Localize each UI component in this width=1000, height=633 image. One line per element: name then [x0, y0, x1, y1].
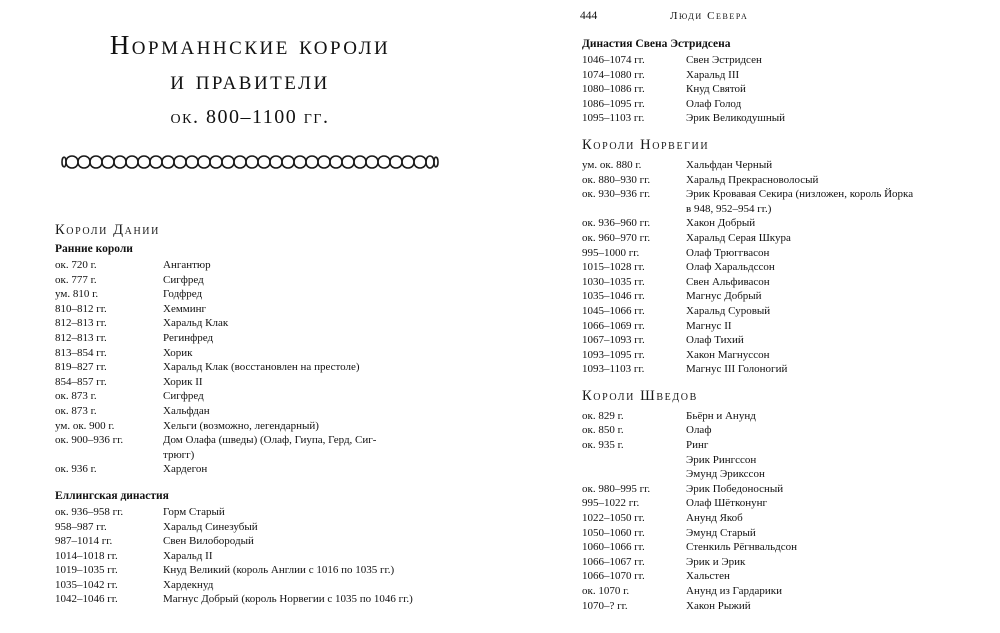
entry-date: 1046–1074 гг.	[582, 54, 645, 66]
entry-date: ок. 777 г.	[55, 273, 97, 286]
entry-list	[582, 158, 972, 377]
list-item	[55, 287, 455, 302]
entry-name: трюгг)	[163, 448, 195, 461]
section-spacer	[582, 126, 972, 137]
entry-date: ок. 930–936 гг.	[582, 188, 651, 201]
entry-list	[55, 505, 455, 607]
entry-name: Кнуд Святой	[686, 83, 746, 96]
entry-name: Магнус III Голоногий	[686, 363, 788, 376]
entry-date: 1066–1067 гг.	[582, 555, 645, 568]
entry-date: 1019–1035 гг.	[55, 564, 118, 577]
list-item	[582, 540, 972, 555]
entry-name: Эрик и Эрик	[686, 555, 746, 568]
entry-name: Харальд Серая Шкура	[686, 231, 791, 244]
entry-name: Сигфред	[163, 390, 204, 403]
page-title-line-2: и правители	[170, 65, 330, 95]
list-item	[582, 231, 972, 246]
section-heading: Короли Норвегии	[582, 136, 710, 153]
list-item	[55, 505, 455, 520]
entry-name: Магнус II	[686, 319, 732, 332]
list-item	[582, 467, 972, 482]
list-item	[582, 496, 972, 511]
list-item	[582, 453, 972, 468]
list-item	[55, 419, 455, 434]
entry-name: Хельги (возможно, легендарный)	[163, 419, 319, 432]
entry-name: Хемминг	[163, 302, 207, 315]
entry-name: Харальд Прекрасноволосый	[686, 173, 819, 186]
entry-name: Хакон Добрый	[686, 217, 756, 230]
entry-date: 1060–1066 гг.	[582, 541, 645, 554]
entry-name: Эрик Кровавая Секира (низложен, король Йорка	[686, 188, 914, 201]
book-title: Люди Севера	[670, 10, 749, 22]
entry-date: ок. 873 г.	[55, 404, 97, 417]
list-item	[582, 348, 972, 363]
list-item	[582, 260, 972, 275]
section-spacer	[55, 477, 455, 488]
list-item	[55, 520, 455, 535]
list-item	[55, 389, 455, 404]
entry-date: 1086–1095 гг.	[582, 97, 645, 110]
list-item	[55, 433, 455, 448]
list-item	[582, 68, 972, 83]
entry-date: 1080–1086 гг.	[582, 83, 645, 96]
list-item	[582, 526, 972, 541]
entry-date: 1035–1046 гг.	[582, 290, 645, 303]
entry-name: Ангантюр	[163, 259, 211, 271]
entry-date: ок. 900–936 гг.	[55, 434, 124, 447]
entry-date: 987–1014 гг.	[55, 535, 113, 548]
entry-date: ум. 810 г.	[55, 288, 99, 301]
entry-name: Хальфдан	[163, 404, 210, 417]
entry-date: ок. 829 г.	[582, 409, 624, 422]
list-item	[582, 216, 972, 231]
list-item	[582, 82, 972, 97]
entry-name: Хорик II	[163, 375, 203, 388]
list-item	[582, 289, 972, 304]
list-item	[582, 438, 972, 453]
entry-name: Годфред	[163, 288, 203, 301]
list-item	[55, 360, 455, 375]
entry-date: 1074–1080 гг.	[582, 68, 645, 81]
entry-name: Свен Эстридсен	[686, 54, 762, 66]
entry-name: Анунд Якоб	[686, 512, 743, 525]
entry-name: Харальд Клак	[163, 317, 229, 330]
entry-name: Хакон Рыжий	[686, 599, 751, 612]
entry-name: Хальфдан Черный	[686, 158, 773, 171]
entry-date: 995–1000 гг.	[582, 246, 640, 259]
entry-name: Магнус Добрый	[686, 290, 762, 303]
page-number: 444	[580, 10, 598, 22]
section-kings-of-swedes	[582, 388, 972, 613]
entry-date: 854–857 гг.	[55, 375, 107, 388]
celtic-knot-ornament	[60, 151, 440, 173]
list-item	[55, 316, 455, 331]
list-item	[582, 319, 972, 334]
section-jelling-dynasty	[55, 490, 455, 607]
entry-date: 1070–? гг.	[582, 599, 628, 612]
entry-date: 1067–1093 гг.	[582, 334, 645, 347]
entry-date: ок. 960–970 гг.	[582, 231, 651, 244]
entry-date: 1066–1070 гг.	[582, 570, 645, 583]
entry-date: 1015–1028 гг.	[582, 261, 645, 274]
entry-date: 1045–1066 гг.	[582, 304, 645, 317]
entry-date: 1014–1018 гг.	[55, 549, 118, 562]
entry-name: Харальд Синезубый	[163, 520, 258, 533]
entry-date: 1066–1069 гг.	[582, 319, 645, 332]
list-item	[55, 331, 455, 346]
entry-name: Олаф Шётконунг	[686, 497, 768, 510]
section-heading: Короли Дании	[55, 222, 160, 238]
page-title	[60, 30, 440, 129]
entry-date: ок. 880–930 гг.	[582, 173, 651, 186]
entry-date: ок. 720 г.	[55, 259, 97, 271]
right-page	[500, 0, 1000, 633]
section-sweyn-estridsen-dynasty	[582, 38, 972, 126]
entry-date: 813–854 гг.	[55, 346, 107, 359]
entry-date: ум. ок. 900 г.	[55, 419, 115, 432]
entry-name: Ринг	[686, 439, 709, 452]
entry-name: Кнуд Великий (король Англии с 1016 по 1035 гг.)	[163, 564, 395, 577]
entry-name: Хальстен	[686, 570, 730, 583]
list-item-continuation	[582, 202, 972, 217]
entry-name: Эрик Рингссон	[686, 453, 757, 466]
entry-date: 812–813 гг.	[55, 317, 107, 330]
entry-date: 1035–1042 гг.	[55, 578, 118, 591]
list-item	[55, 592, 455, 607]
entry-date: 1093–1103 гг.	[582, 363, 645, 376]
entry-date: ок. 936–958 гг.	[55, 505, 124, 518]
entry-name: Хардегон	[163, 463, 208, 476]
list-item	[582, 409, 972, 424]
list-item	[55, 302, 455, 317]
list-item	[55, 462, 455, 477]
entry-name: Магнус Добрый (король Норвегии с 1035 по 1046 гг.)	[163, 593, 413, 606]
list-item	[582, 111, 972, 126]
entry-date: ок. 935 г.	[582, 439, 624, 452]
list-item	[582, 423, 972, 438]
list-item	[55, 273, 455, 288]
list-item	[55, 346, 455, 361]
entry-date: 812–813 гг.	[55, 331, 107, 344]
entry-name: Олаф Голод	[686, 97, 742, 110]
list-item	[582, 187, 972, 202]
left-page-content	[55, 222, 455, 607]
entry-date: 1050–1060 гг.	[582, 526, 645, 539]
entry-date: 819–827 гг.	[55, 361, 107, 374]
entry-name: Бьёрн и Анунд	[686, 409, 756, 422]
entry-name: Хорик	[163, 346, 193, 359]
list-item	[55, 404, 455, 419]
entry-list	[582, 409, 972, 613]
entry-name: Регинфред	[163, 331, 214, 344]
list-item-continuation	[55, 448, 455, 463]
list-item	[582, 362, 972, 377]
entry-name: Харальд III	[686, 68, 740, 81]
list-item	[582, 569, 972, 584]
entry-date: 1093–1095 гг.	[582, 348, 645, 361]
entry-name: Сигфред	[163, 273, 204, 286]
entry-list	[582, 53, 972, 126]
page-title-line-1: Норманнские короли	[109, 30, 391, 60]
entry-date: 1095–1103 гг.	[582, 112, 645, 125]
entry-name: Эмунд Эрикссон	[686, 468, 765, 481]
entry-date: ум. ок. 880 г.	[582, 158, 642, 171]
list-item	[582, 482, 972, 497]
section-subheading: Еллингская династия	[55, 489, 169, 502]
section-spacer	[582, 377, 972, 388]
entry-date: ок. 936 г.	[55, 463, 97, 476]
list-item	[582, 158, 972, 173]
list-item	[55, 375, 455, 390]
entry-name: Горм Старый	[163, 505, 225, 518]
entry-date: ок. 936–960 гг.	[582, 217, 651, 230]
entry-date: 958–987 гг.	[55, 520, 107, 533]
entry-date: 810–812 гг.	[55, 302, 107, 315]
entry-name: Хакон Магнуссон	[686, 348, 770, 361]
entry-date: ок. 873 г.	[55, 390, 97, 403]
entry-name: Дом Олафа (шведы) (Олаф, Гиупа, Герд, Сиг-	[163, 434, 377, 447]
entry-date: 1022–1050 гг.	[582, 512, 645, 525]
entry-date: ок. 980–995 гг.	[582, 482, 651, 495]
section-kings-of-denmark	[55, 222, 455, 477]
list-item	[582, 53, 972, 68]
list-item	[55, 578, 455, 593]
list-item	[55, 258, 455, 273]
list-item	[582, 246, 972, 261]
entry-name: Олаф Трюггвасон	[686, 246, 770, 259]
entry-name: Эрик Великодушный	[686, 112, 786, 125]
list-item	[582, 584, 972, 599]
entry-date: 1030–1035 гг.	[582, 275, 645, 288]
section-heading: Короли Шведов	[582, 387, 698, 404]
section-subheading: Ранние короли	[55, 243, 133, 255]
entry-name: Олаф Харальдссон	[686, 261, 775, 274]
list-item	[55, 549, 455, 564]
entry-name: Эрик Победоносный	[686, 482, 784, 495]
list-item	[55, 563, 455, 578]
entry-name: Харальд II	[163, 549, 213, 562]
section-kings-of-norway	[582, 137, 972, 377]
entry-name: Олаф	[686, 424, 712, 437]
list-item	[582, 555, 972, 570]
entry-date: ок. 850 г.	[582, 424, 624, 437]
list-item	[582, 599, 972, 614]
entry-name: Анунд из Гардарики	[686, 585, 782, 597]
entry-name: в 948, 952–954 гг.)	[686, 202, 772, 215]
list-item	[582, 333, 972, 348]
list-item	[582, 97, 972, 112]
entry-name: Эмунд Старый	[686, 526, 756, 539]
entry-name: Харальд Клак (восстановлен на престоле)	[163, 361, 360, 374]
right-page-content	[582, 36, 972, 613]
entry-name: Стенкиль Рёгнвальдсон	[686, 541, 798, 554]
list-item	[582, 275, 972, 290]
entry-date: ок. 1070 г.	[582, 585, 630, 597]
entry-name: Свен Вилобородый	[163, 535, 254, 548]
entry-name: Свен Альфивасон	[686, 275, 770, 288]
entry-name: Олаф Тихий	[686, 334, 744, 347]
list-item	[582, 511, 972, 526]
entry-name: Харальд Суровый	[686, 304, 771, 317]
page-title-line-3: ок. 800–1100 гг.	[170, 106, 330, 128]
entry-list	[55, 258, 455, 477]
entry-date: 995–1022 гг.	[582, 497, 640, 510]
entry-name: Хардекнуд	[163, 578, 214, 591]
entry-date: 1042–1046 гг.	[55, 593, 118, 606]
list-item	[582, 173, 972, 188]
list-item	[582, 304, 972, 319]
running-head	[580, 10, 940, 22]
section-subheading: Династия Свена Эстридсена	[582, 38, 731, 50]
list-item	[55, 534, 455, 549]
